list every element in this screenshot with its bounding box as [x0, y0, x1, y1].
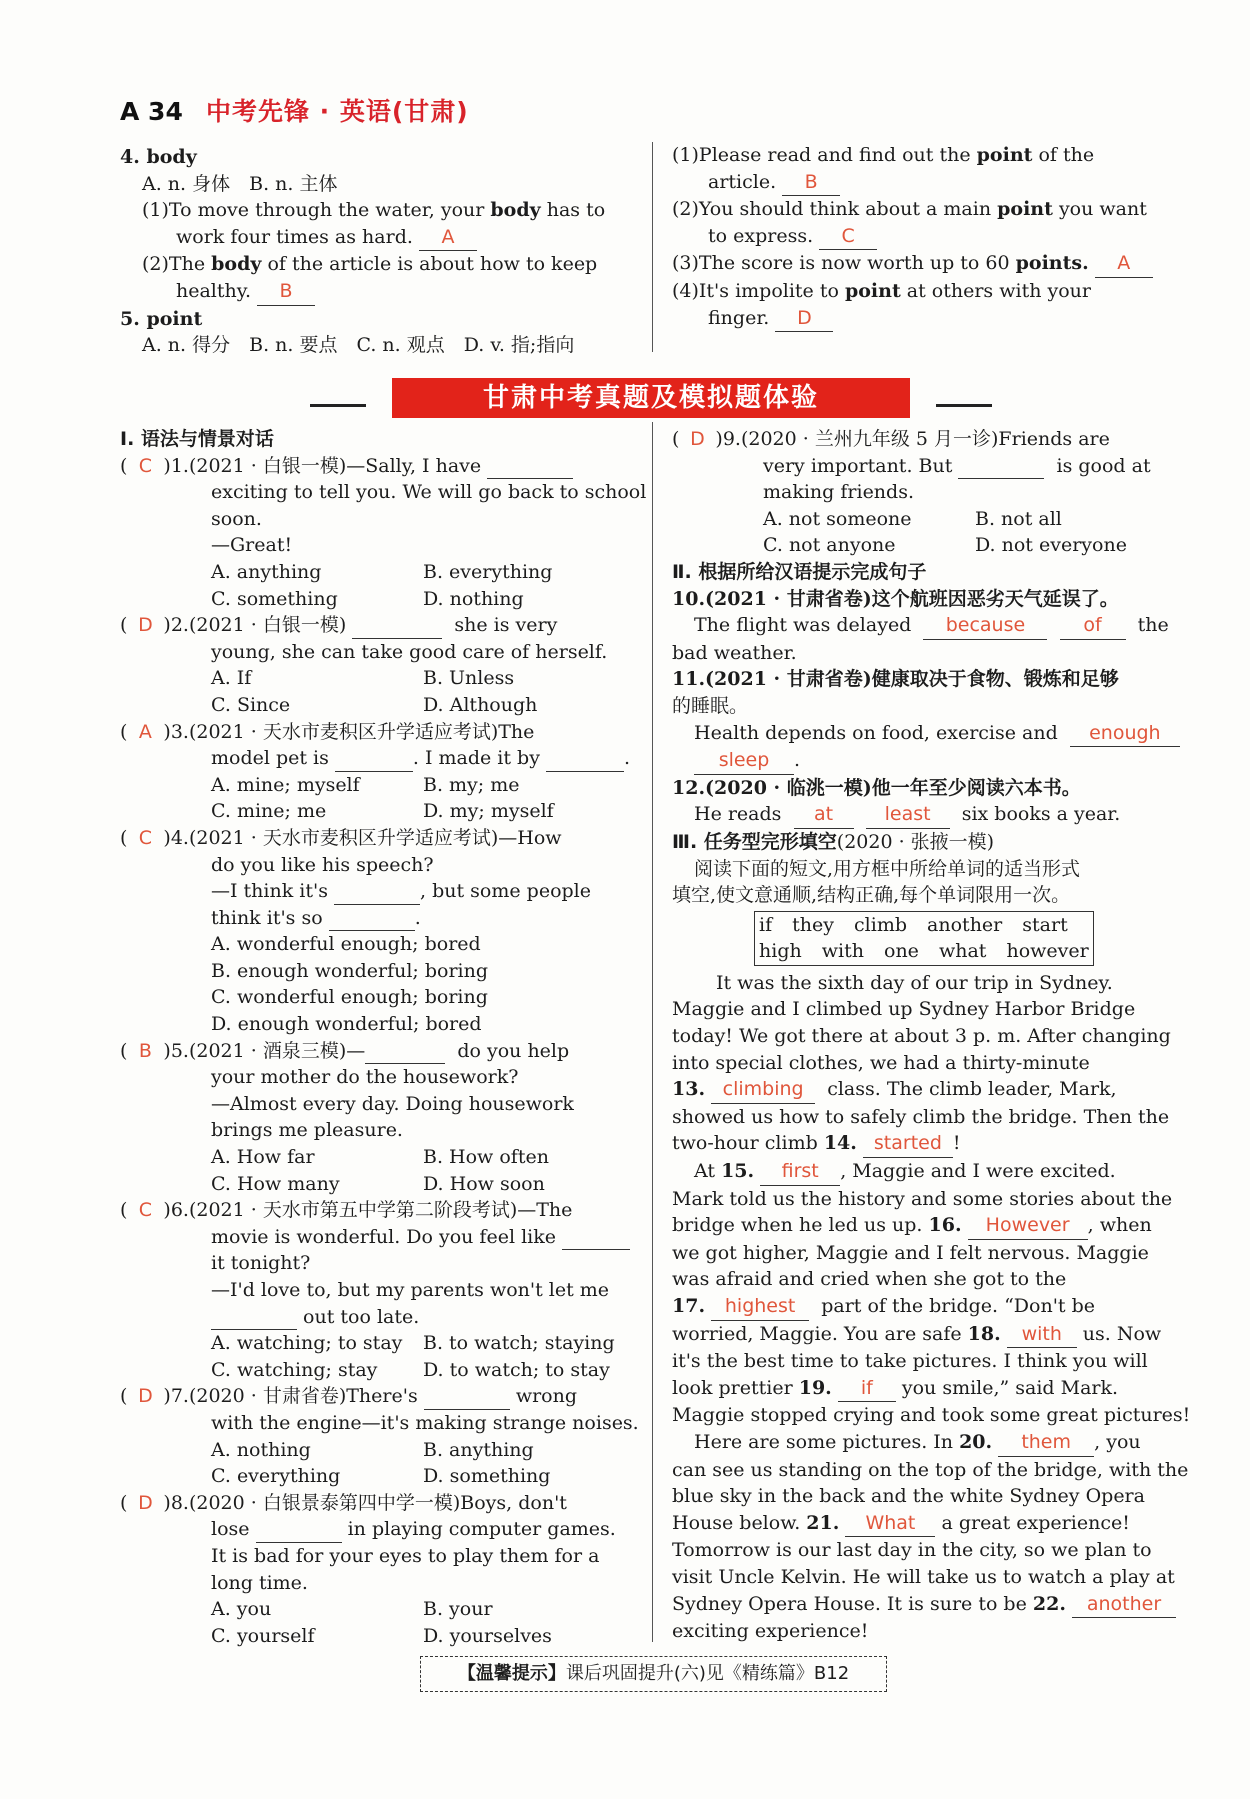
book-title: 中考先锋 · 英语(甘肃)	[205, 97, 469, 126]
answer: if	[838, 1375, 896, 1403]
sentence-line: healthy. B	[120, 278, 630, 306]
answer: because	[923, 612, 1047, 640]
answer: another	[1072, 1591, 1176, 1619]
question-12: 12.(2020 · 临洮一模)他一年至少阅读六本书。	[672, 776, 1081, 799]
footer-tip: 【温馨提示】课后巩固提升(六)见《精练篇》B12	[420, 1656, 887, 1692]
column-divider-main	[652, 422, 653, 1642]
answer: D	[775, 305, 833, 333]
sentence-line: article. B	[672, 169, 1182, 197]
question-11: 11.(2021 · 甘肃省卷)健康取决于食物、锻炼和足够	[672, 668, 1119, 691]
banner-rule-left	[310, 404, 366, 407]
question-9: ( D )9.(2020 · 兰州九年级 5 月一诊)Friends are	[672, 428, 1110, 450]
sentence-line: (1)Please read and find out the point of the	[672, 144, 1095, 166]
answer: them	[998, 1429, 1094, 1457]
question-4: ( C )4.(2021 · 天水市麦积区升学适应考试)—How	[120, 826, 562, 849]
answer: B	[257, 278, 315, 306]
answer: climbing	[711, 1076, 815, 1104]
answer: A	[1095, 250, 1153, 278]
right-column: ( D )9.(2020 · 兰州九年级 5 月一诊)Friends are very important. But is good at making friends. A. not someone B. not all C. not anyone D. not everyone Ⅱ. 根据所给汉语提示完成句子 10.(2021 · 甘肃省卷)这个航班因恶劣天气延误了。 The flight was delayed because of the bad weather. 11.(2021 · 甘肃省卷)健康取决于食物、锻炼和足够 的睡眠。 Health depends on food, exercise and enough sleep . 12.(2020 · 临洮一模)他一年至少阅读六本书。 He reads at least six books a year. Ⅲ. 任务型完形填空 (2020 · 张掖一模) 阅读下面的短文,用方框中所给单词的适当形式 填空,使文意通顺,结构正确,每个单词限用一次。 if they climb another start high with one what however It was the sixth day of our trip in Sydney. Maggie and I climbed up Sydney Harbor Bridge today! We got there at about 3 p. m. After changing into special clothes, we had a thirty-minute 13. climbing class. The climb leader, Mark, showed us how to safely climb the bridge. Then the two-hour climb 14. started ! At 15. first , Maggie and I were excited. Mark told us the history and some stories about the bridge when he led us up. 16. However , when we got higher, Maggie and I felt nervous. Maggie was afraid and cried when she got to the 17. highest part of the bridge. “Don't be worried, Maggie. You are safe 18. with us. Now it's the best time to take pictures. I think you will look prettier 19. if you smile,” said Mark. Maggie stopped crying and took some great pictures! Here are some pictures. In 20. them , you can see us standing on the top of the bridge, with the blue sky in the back and the white Sydney Opera House below. 21. What a great experience! Tomorrow is our last day in the city, so we plan to visit Uncle Kelvin. He will take us to watch a play at Sydney Opera House. It is sure to be 22. another exciting experience!	[672, 428, 1191, 1643]
vocab-meanings: A. n. 得分 B. n. 要点 C. n. 观点 D. v. 指;指向	[142, 334, 575, 357]
answer: What	[845, 1510, 935, 1538]
question-7: ( D )7.(2020 · 甘肃省卷)There's wrong	[120, 1383, 630, 1410]
page-header	[120, 92, 469, 128]
answer: of	[1060, 612, 1126, 640]
question-5: ( B )5.(2021 · 酒泉三模)— do you help	[120, 1038, 630, 1065]
section-banner: 甘肃中考真题及模拟题体验	[392, 378, 910, 418]
answer: enough	[1070, 720, 1180, 748]
sentence-line: (4)It's impolite to point at others with your	[672, 279, 1091, 302]
answer: C	[819, 223, 877, 251]
answer: started	[863, 1130, 953, 1158]
question-3: ( A )3.(2021 · 天水市麦积区升学适应考试)The	[120, 720, 535, 743]
answer: with	[1007, 1321, 1077, 1349]
left-column: Ⅰ. 语法与情景对话 ( C )1.(2021 · 白银一模)—Sally, I have exciting to tell you. We will go back to school soon. —Great! A. anything B. everything C. something D. nothing ( D )2.(2021 · 白银一模) she is very young, she can take good care of herself. A. If B. Unless C. Since D. Although ( A )3.(2021 · 天水市麦积区升学适应考试)The model pet is . I made it by . A. mine; myself B. my; me C. mine; me D. my; myself ( C )4.(2021 · 天水市麦积区升学适应考试)—How do you like his speech? —I think it's , but some people think it's so . A. wonderful enough; bored B. enough wonderful; boring C. wonderful enough; boring D. enough wonderful; bored ( B )5.(2021 · 酒泉三模)— do you help your mother do the housework? —Almost every day. Doing housework brings me pleasure. A. How far B. How often C. How many D. How soon ( C )6.(2021 · 天水市第五中学第二阶段考试)—The movie is wonderful. Do you feel like it tonight? —I'd love to, but my parents won't let me out too late. A. watching; to stay B. to watch; staying C. watching; stay D. to watch; to stay ( D )7.(2020 · 甘肃省卷)There's wrong with the engine—it's making strange noises. A. nothing B. anything C. everything D. something ( D )8.(2020 · 白银景泰第四中学一模)Boys, don't lose in playing computer games. It is bad for your eyes to play them for a long time. A. you B. your C. yourself D. yourselves	[120, 428, 647, 1647]
question-10: 10.(2021 · 甘肃省卷)这个航班因恶劣天气延误了。	[672, 587, 1119, 610]
question-2: ( D )2.(2021 · 白银一模) she is very	[120, 612, 630, 639]
answer: least	[866, 801, 950, 829]
answer: A	[419, 224, 477, 252]
answer: sleep	[694, 747, 794, 775]
vocab-body	[120, 144, 630, 359]
section-title: Ⅱ. 根据所给汉语提示完成句子	[672, 560, 927, 583]
sentence-line: (1)To move through the water, your body has to	[142, 199, 606, 222]
sentence-line: (2)The body of the article is about how to keep	[142, 253, 598, 276]
sentence-line: to express. C	[672, 223, 1182, 251]
answer: However	[968, 1212, 1088, 1240]
answer: highest	[711, 1293, 809, 1321]
answer: B	[782, 169, 840, 197]
vocab-point	[672, 142, 1182, 332]
vocab-word: 5. point	[120, 307, 203, 330]
question-1: ( C )1.(2021 · 白银一模)—Sally, I have	[120, 453, 630, 480]
sentence-line: finger. D	[672, 305, 1182, 333]
section-title: Ⅰ. 语法与情景对话	[120, 428, 274, 450]
sentence-line: work four times as hard. A	[120, 224, 630, 252]
vocab-word: 4. body	[120, 146, 197, 168]
question-8: ( D )8.(2020 · 白银景泰第四中学一模)Boys, don't	[120, 1491, 567, 1514]
page-number: A 34	[120, 97, 183, 126]
sentence-line: (2)You should think about a main point you want	[672, 198, 1147, 221]
banner-rule-right	[936, 404, 992, 407]
answer: first	[760, 1158, 840, 1186]
sentence-line: (3)The score is now worth up to 60 points. A	[672, 250, 1182, 278]
column-divider-top	[652, 142, 653, 352]
section-title: Ⅲ. 任务型完形填空	[672, 830, 837, 853]
word-box: if they climb another start high with one what however	[754, 911, 1094, 966]
answer: at	[794, 801, 854, 829]
question-6: ( C )6.(2021 · 天水市第五中学第二阶段考试)—The	[120, 1199, 573, 1222]
vocab-meanings: A. n. 身体 B. n. 主体	[142, 172, 338, 195]
